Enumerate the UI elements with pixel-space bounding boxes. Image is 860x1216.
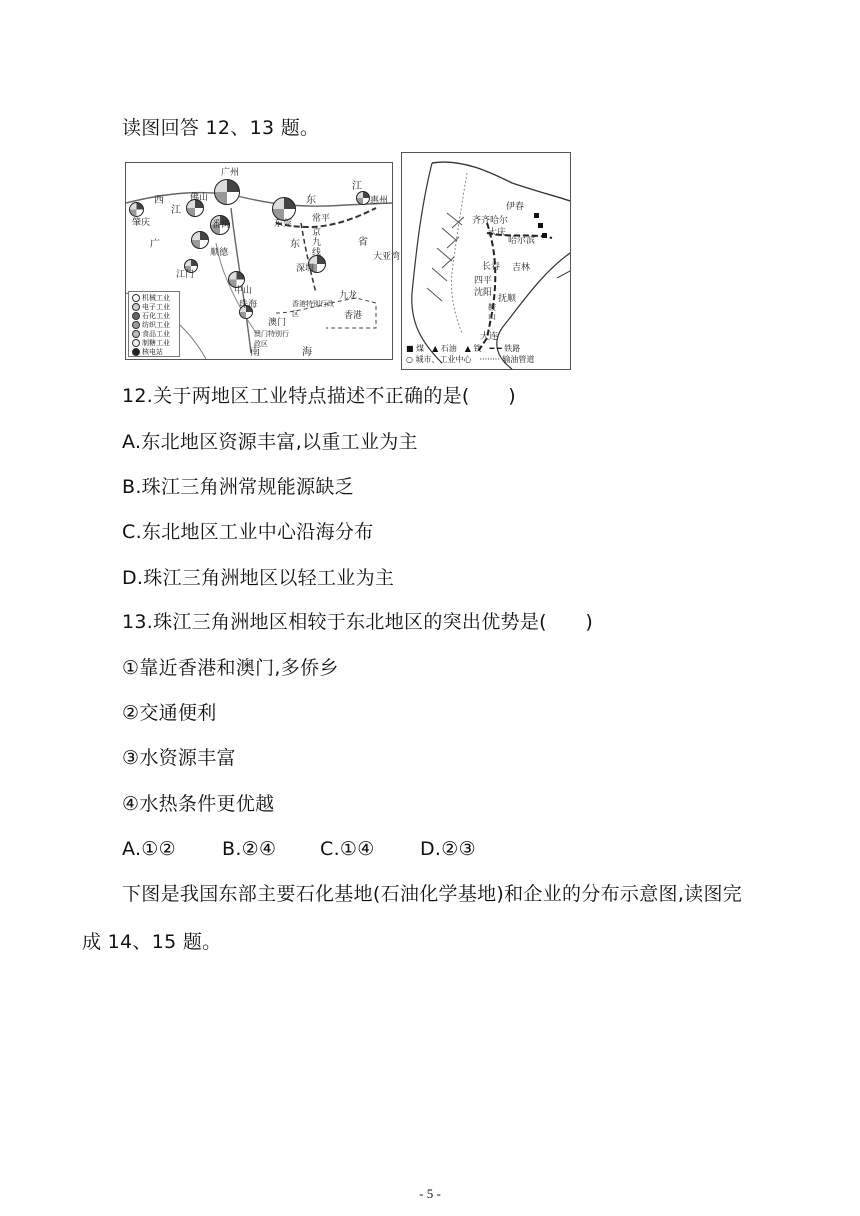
place-dalian: 大连 bbox=[480, 332, 499, 342]
place-jiangmen: 江门 bbox=[176, 270, 195, 280]
petrochem-icon bbox=[132, 312, 140, 320]
q12-option-b: B.珠江三角洲常规能源缺乏 bbox=[122, 476, 354, 498]
coal-icon-2 bbox=[538, 223, 543, 228]
q12-stem: 12.关于两地区工业特点描述不正确的是( ) bbox=[122, 385, 516, 407]
place-changchun: 长春 bbox=[482, 262, 501, 272]
place-zhuhai: 珠海 bbox=[239, 300, 258, 310]
place-yichun: 伊春 bbox=[506, 202, 525, 212]
rail-jiu: 九 bbox=[312, 238, 322, 248]
place-daqing: 大庆 bbox=[488, 228, 507, 238]
zone-hongkong-sar: 香港特别行政区 bbox=[292, 300, 334, 318]
region-sheng: 省 bbox=[358, 237, 368, 248]
q12-option-c: C.东北地区工业中心沿海分布 bbox=[122, 521, 374, 543]
q13-item-2: ②交通便利 bbox=[122, 702, 217, 724]
q13-choice-b: B.②④ bbox=[222, 838, 277, 860]
place-qiqihar: 齐齐哈尔 bbox=[472, 216, 509, 226]
q13-choice-c: C.①④ bbox=[320, 838, 375, 860]
legend-nuclear: 核电站 bbox=[142, 348, 163, 356]
legend-electronics: 电子工业 bbox=[142, 303, 170, 311]
place-macau: 澳门 bbox=[268, 318, 287, 328]
place-shenyang: 沈阳 bbox=[474, 288, 493, 298]
place-daya-bay: 大亚湾 bbox=[373, 252, 401, 262]
region-xi: 西 bbox=[154, 195, 164, 206]
place-huizhou: 惠州 bbox=[370, 196, 389, 206]
place-foshan: 佛山 bbox=[190, 193, 209, 203]
place-anshan: 鞍山 bbox=[488, 303, 496, 321]
legend-sugar: 制糖工业 bbox=[142, 339, 170, 347]
place-shenzhen: 深圳 bbox=[296, 264, 315, 274]
q13-item-3: ③水资源丰富 bbox=[122, 747, 236, 769]
northeast-china-map bbox=[401, 152, 571, 370]
place-harbin: 哈尔滨 bbox=[508, 236, 536, 246]
electronics-icon bbox=[132, 303, 140, 311]
zone-macau-sar: 澳门特别行政区 bbox=[254, 330, 289, 348]
guangzhou-pie bbox=[214, 179, 240, 205]
place-changping: 常平 bbox=[312, 214, 331, 224]
region-dong-2: 东 bbox=[290, 239, 300, 250]
region-guang: 广 bbox=[150, 239, 160, 250]
ne-legend bbox=[402, 343, 570, 365]
sea-hai: 海 bbox=[302, 347, 312, 358]
nuclear-icon bbox=[132, 348, 140, 356]
region-dong: 东 bbox=[306, 195, 316, 206]
coal-icon bbox=[534, 213, 539, 218]
legend-food: 食品工业 bbox=[142, 330, 170, 338]
region-jiang-1: 江 bbox=[171, 205, 181, 216]
coal-icon-3 bbox=[542, 233, 547, 238]
q13-choice-d: D.②③ bbox=[420, 838, 476, 860]
place-panyu: 番禺 bbox=[212, 220, 231, 230]
legend-textile: 纺织工业 bbox=[142, 321, 170, 329]
place-kowloon: 九龙 bbox=[339, 291, 358, 301]
place-guangzhou: 广州 bbox=[221, 168, 240, 178]
machinery-icon bbox=[132, 294, 140, 302]
place-fushun: 抚顺 bbox=[498, 294, 517, 304]
textile-icon bbox=[132, 321, 140, 329]
q13-choice-a: A.①② bbox=[122, 838, 176, 860]
place-dongguan: 东莞 bbox=[274, 219, 293, 229]
q13-stem: 13.珠江三角洲地区相较于东北地区的突出优势是( ) bbox=[122, 611, 594, 633]
intro-12-13: 读图回答 12、13 题。 bbox=[122, 117, 320, 139]
place-zhongshan: 中山 bbox=[234, 286, 253, 296]
q13-item-4: ④水热条件更优越 bbox=[122, 793, 275, 815]
place-hongkong: 香港 bbox=[344, 311, 363, 321]
rail-xian: 线 bbox=[312, 248, 322, 258]
place-siping: 四平 bbox=[474, 276, 493, 286]
page-number: - 5 - bbox=[419, 1186, 441, 1201]
region-jiang-2: 江 bbox=[352, 181, 362, 192]
legend-machinery: 机械工业 bbox=[142, 294, 170, 302]
place-shunde: 顺德 bbox=[210, 248, 229, 258]
sea-nan: 南 bbox=[250, 347, 260, 358]
q13-item-1: ①靠近香港和澳门,多侨乡 bbox=[122, 657, 339, 679]
ne-legend-row-2: ○ 城市、工业中心 ········ 输油管道 bbox=[406, 355, 535, 364]
sugar-icon bbox=[132, 339, 140, 347]
ne-legend-row-1: ■ 煤 ▲ 石油 ▲ 铁 ━ ━ 铁路 bbox=[406, 344, 521, 353]
rail-jing: 京 bbox=[312, 228, 322, 238]
place-zhaoqing: 肇庆 bbox=[132, 218, 151, 228]
pearl-river-delta-map bbox=[125, 162, 401, 360]
huizhou-pie bbox=[356, 191, 370, 205]
q12-option-a: A.东北地区资源丰富,以重工业为主 bbox=[122, 431, 418, 453]
legend-petrochem: 石化工业 bbox=[142, 312, 170, 320]
intro-14-15-line-2: 成 14、15 题。 bbox=[82, 931, 222, 953]
shunde-pie bbox=[191, 231, 209, 249]
food-icon bbox=[132, 330, 140, 338]
place-jilin: 吉林 bbox=[512, 263, 531, 273]
prd-legend bbox=[128, 291, 180, 357]
q12-option-d: D.珠江三角洲地区以轻工业为主 bbox=[122, 567, 395, 589]
intro-14-15-line-1: 下图是我国东部主要石化基地(石油化学基地)和企业的分布示意图,读图完 bbox=[122, 883, 743, 905]
